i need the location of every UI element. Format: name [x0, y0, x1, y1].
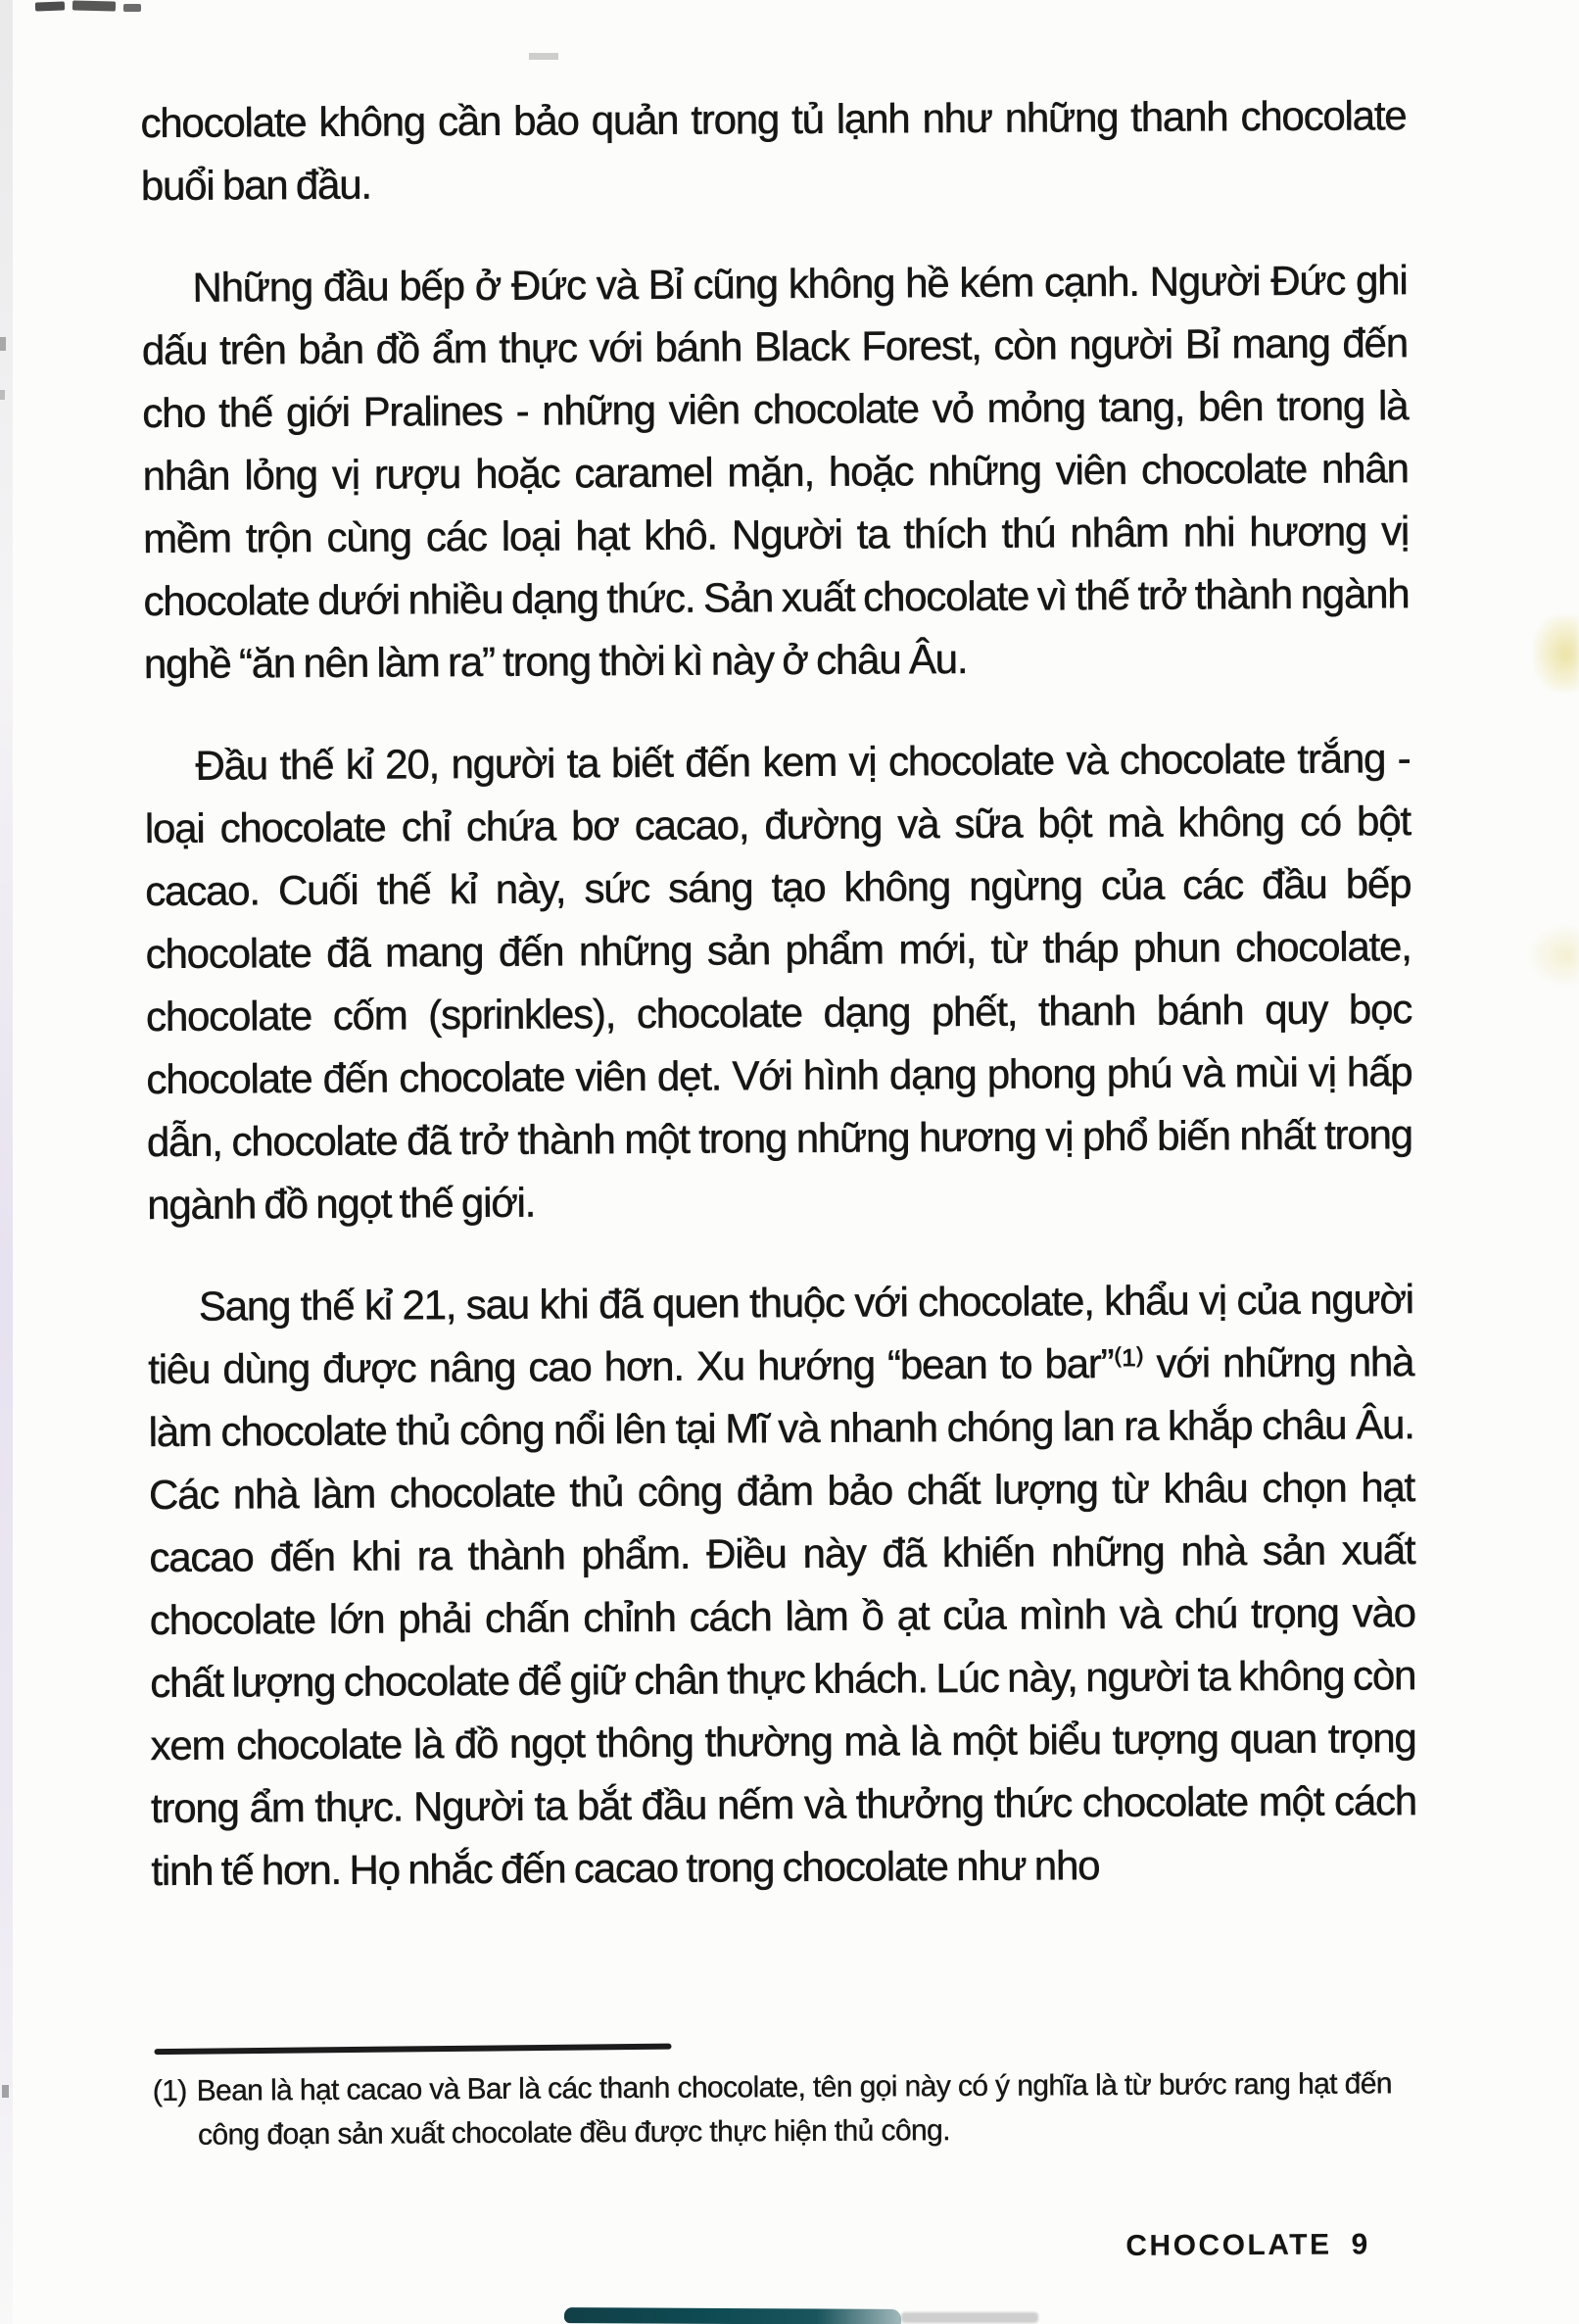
footnote	[153, 2040, 1432, 2157]
paragraph-20th-century: Đầu thế kỉ 20, người ta biết đến kem vị chocolate và chocolate trắng - loại chocolate chỉ chứa bơ cacao, đường và sữa bột mà không có bột cacao. Cuối thế kỉ này, sức sáng tạo không ngừng của các đầu bếp chocolate đã mang đến những sản phẩm mới, từ tháp phun chocolate, chocolate cốm (sprinkles), chocolate dạng phết, thanh bánh quy bọc chocolate đến chocolate viên dẹt. Với hình dạng phong phú và mùi vị hấp dẫn, chocolate đã trở thành một trong những hương vị phổ biến nhất trong ngành đồ ngọt thế giới.	[144, 735, 1412, 1229]
page-number: 9	[1351, 2228, 1370, 2261]
paragraph-continuation: chocolate không cần bảo quản trong tủ lạnh như những thanh chocolate buổi ban đầu.	[140, 92, 1407, 210]
paragraph-21st-century: Sang thế kỉ 21, sau khi đã quen thuộc với chocolate, khẩu vị của người tiêu dùng được nâng cao hơn. Xu hướng “bean to bar”⁽¹⁾ với những nhà làm chocolate thủ công nổi lên tại Mĩ và nhanh chóng lan ra khắp châu Âu. Các nhà làm chocolate thủ công đảm bảo chất lượng từ khâu chọn hạt cacao đến khi ra thành phẩm. Điều này đã khiến những nhà sản xuất chocolate lớn phải chấn chỉnh cách làm ồ ạt của mình và chú trọng vào chất lượng chocolate để giữ chân thực khách. Lúc này, người ta không còn xem chocolate là đồ ngọt thông thường mà là một biểu tượng quan trọng trong ẩm thực. Người ta bắt đầu nếm và thưởng thức chocolate một cách tinh tế hơn. Họ nhắc đến cacao trong chocolate như nho	[148, 1276, 1417, 1894]
body-text	[140, 84, 1417, 1942]
footnote-body: Bean là hạt cacao và Bar là các thanh chocolate, tên gọi này có ý nghĩa là từ bước rang hạt đến công đoạn sản xuất chocolate đều được thực hiện thủ công.	[196, 2067, 1393, 2152]
running-head: CHOCOLATE	[1125, 2228, 1332, 2262]
footnote-text	[153, 2061, 1432, 2157]
footnote-marker: (1)	[152, 2074, 187, 2107]
paragraph-german-belgian-chefs: Những đầu bếp ở Đức và Bỉ cũng không hề kém cạnh. Người Đức ghi dấu trên bản đồ ẩm thực với bánh Black Forest, còn người Bỉ mang đến cho thế giới Pralines - những viên chocolate vỏ mỏng tang, bên trong là nhân lỏng vị rượu hoặc caramel mặn, hoặc những viên chocolate nhân mềm trộn cùng các loại hạt khô. Người ta thích thú nhâm nhi hương vị chocolate dưới nhiều dạng thức. Sản xuất chocolate vì thế trở thành ngành nghề “ăn nên làm ra” trong thời kì này ở châu Âu.	[141, 257, 1410, 688]
page-footer	[1125, 2228, 1370, 2263]
footnote-divider	[155, 2044, 672, 2056]
